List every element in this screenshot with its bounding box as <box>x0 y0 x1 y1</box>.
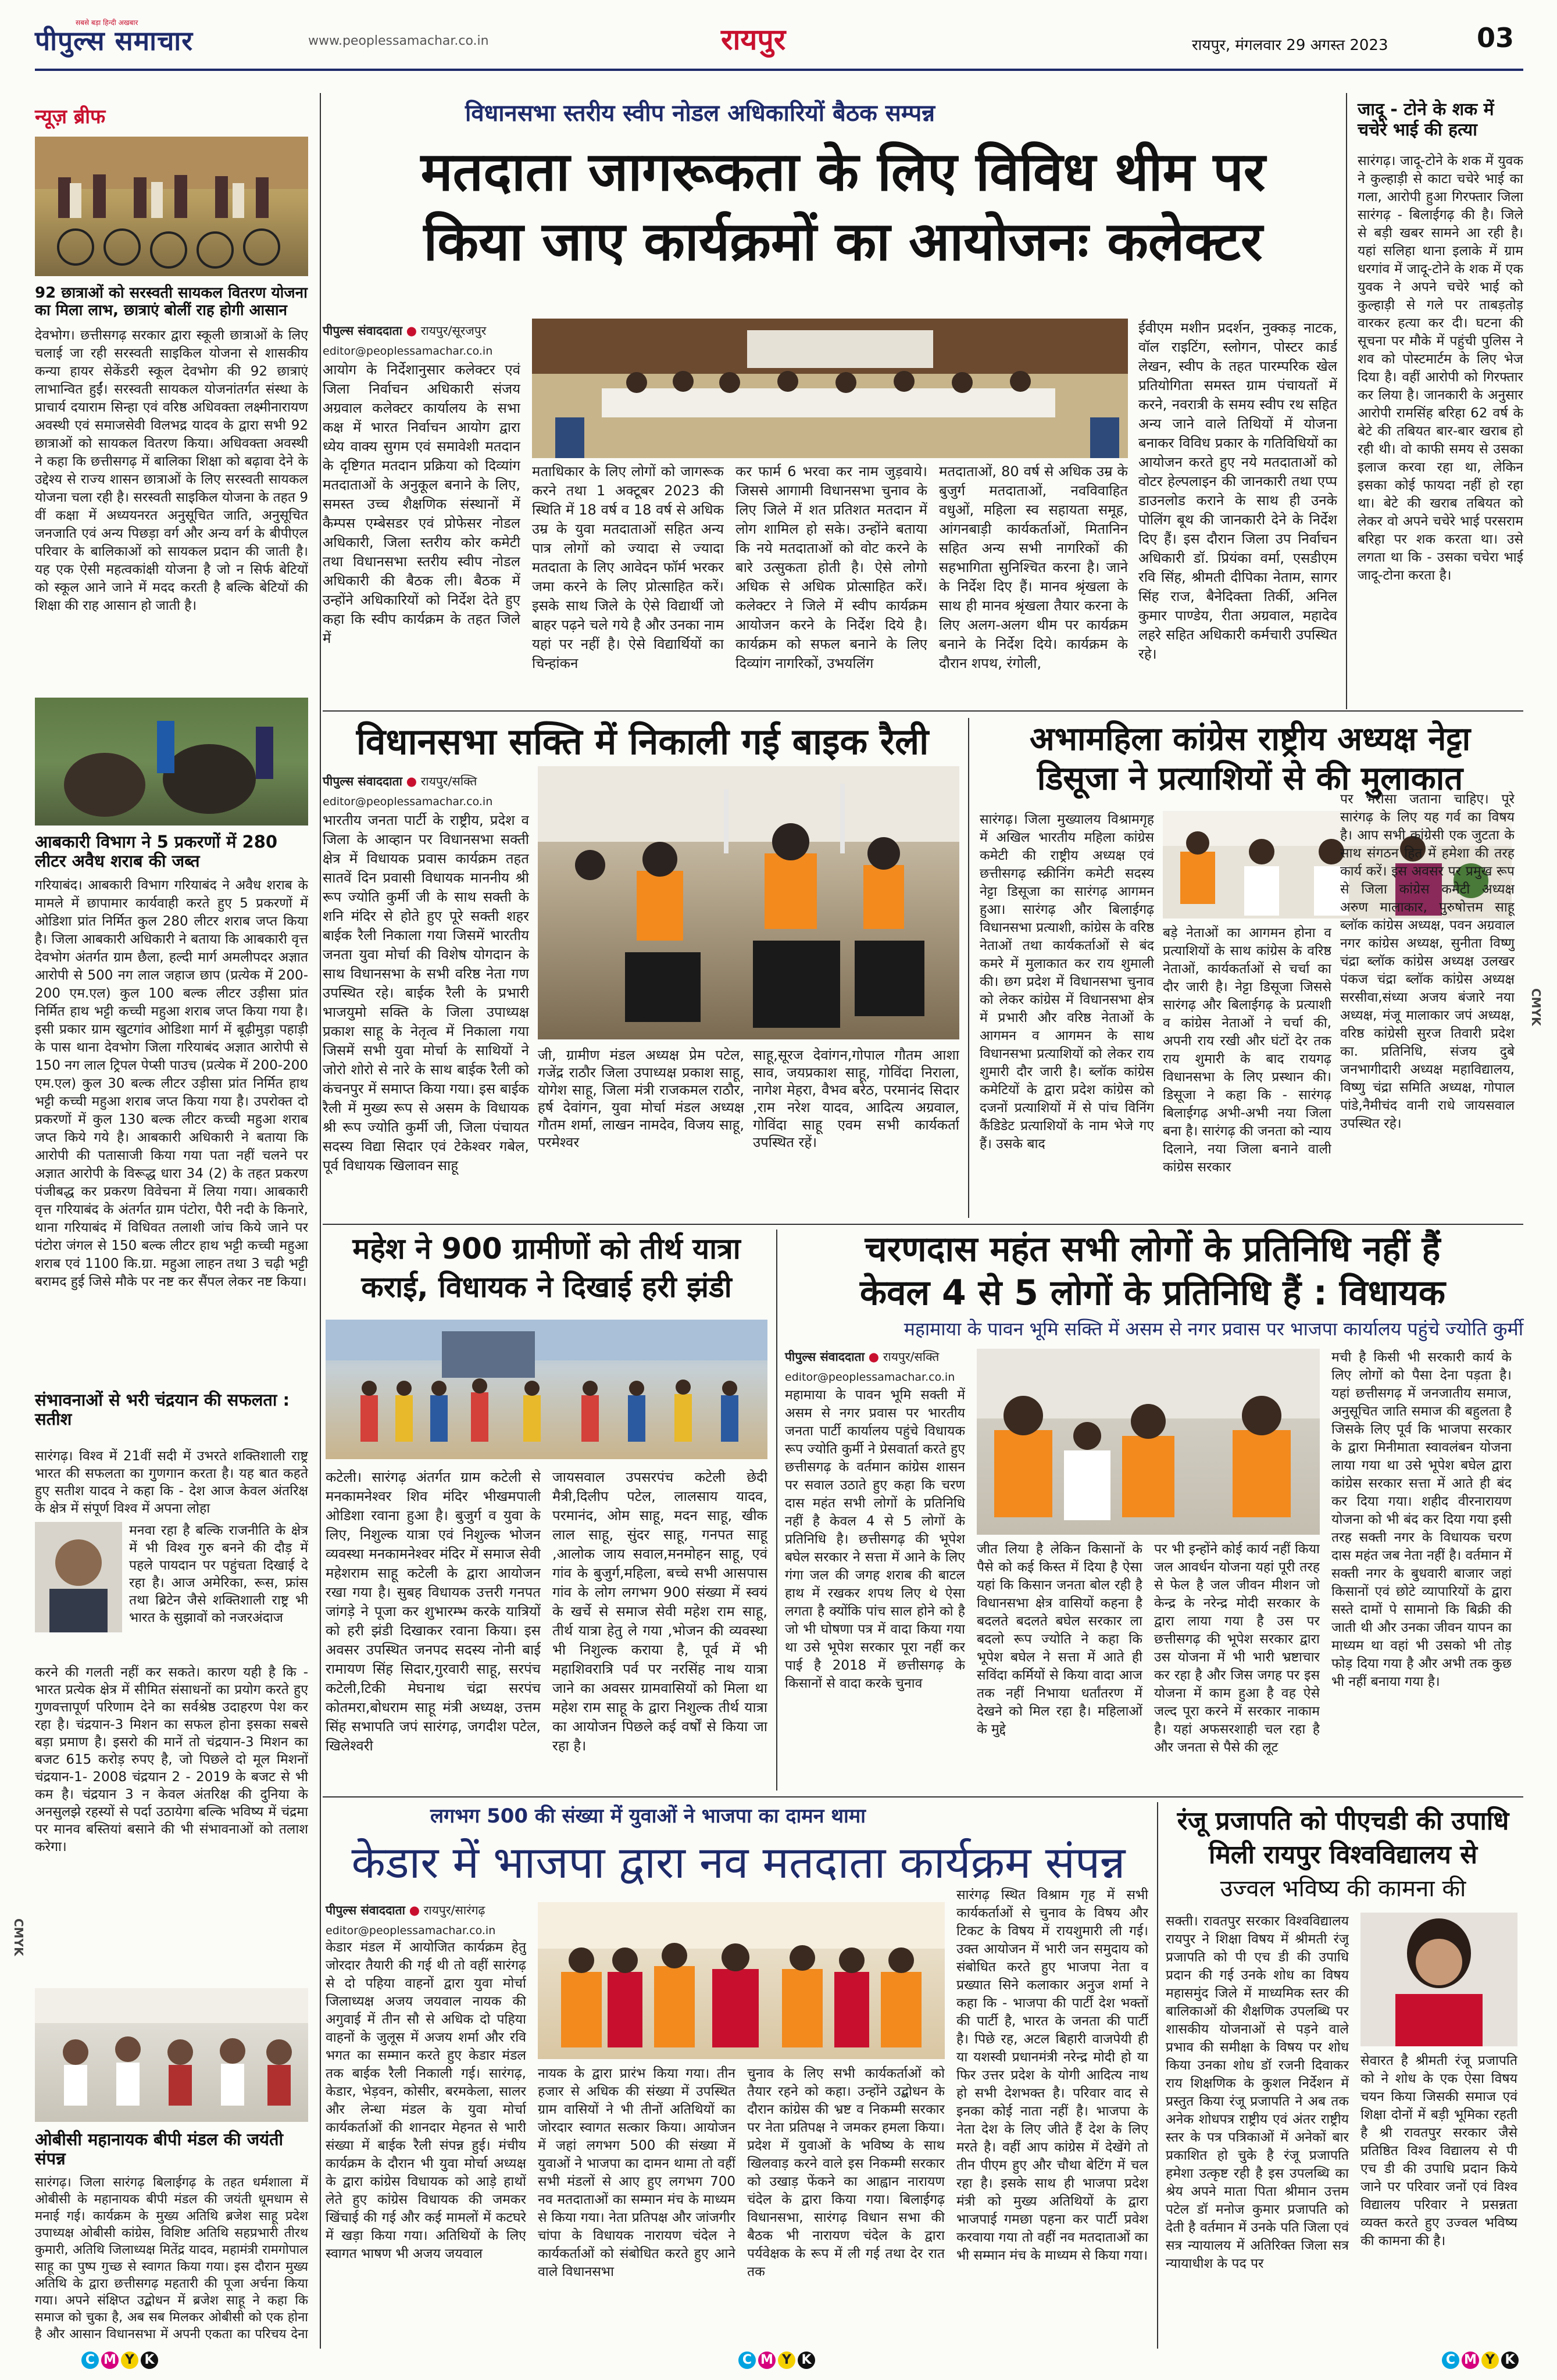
press-conference-photo <box>977 1349 1320 1535</box>
black-mark: K <box>798 2352 815 2369</box>
lead-column-4: मतदाताओं, 80 वर्ष से अधिक उम्र के बुजुर्ग मतदाताओं, नवविवाहित वधुओं, महिला स्व सहायता समूह, आंगनबाड़ी कार्यकर्ताओं, मितानिन सहित अन्य सभी नागरिकों की सहभागिता सुनिश्चित करना है। जाने के निर्देश दिए हैं। मानव श्रृंखला के साथ ही मानव श्रृंखला तैयार करना के लिए अलग-अलग थीम पर कार्यक्रम बनाने के निर्देश दिये। कार्यक्रम के दौरान शपथ, रंगोली, <box>939 463 1128 671</box>
ranju-column-1: सक्ती। रावतपुर सरकार विश्वविद्यालय रायपुर ने शिक्षा विषय में श्रीमती रंजू प्रजापति को पी एच डी की उपाधि प्रदान की गई उनके शोध का विषय महासमुंद जिले में माध्यमिक स्तर की बालिकाओं की शैक्षणिक उपलब्धि पर शासकीय योजनाओं से पड़ने वाले प्रभाव की समीक्षा के विषय पर शोध किया उनका शोध डॉ रजनी दिवाकर राय शिक्षणिक के कुशल निर्देशन में प्रस्तुत किया रंजू प्रजापति ने अब तक अनेक शोधपत्र राष्ट्रीय एवं अंतर राष्ट्रीय स्तर के पत्र पत्रिकाओं में अनेकों बार प्रकाशित हो चुके है रंजू प्रजापति हमेशा उत्कृष्ट रही है इस उपलब्धि का श्रेय अपने माता पिता श्रीमान उत्तम पटेल डॉ मनोज कुमार प्रजापति को देती है वर्तमान में उनके पति जिला एवं सत्र न्यायालय में अतिरिक्त जिला सत्र न्यायाधीश के पद पर <box>1166 1914 1349 2271</box>
kedar-kicker: लगभग 500 की संख्या में युवाओं ने भाजपा का दामन थामा <box>430 1804 866 1828</box>
ranju-portrait <box>1360 1913 1517 2046</box>
bike-byline-org: पीपुल्स संवाददाता <box>323 774 402 788</box>
charandas-column-4: मची है किसी भी सरकारी कार्य के लिए लोगों को पैसा देना पड़ता है। यहां छत्तीसगढ़ में जनजातीय समाज, अनुसूचित जाति समाज की बहुलता है जिसके लिए पूर्व कि भाजपा सरकार के द्वारा मिनीमाता स्वावलंबन योजना लाया गया था उसे भूपेश बघेल द्वारा कांग्रेस सरकार सत्ता में आते ही बंद कर दिया गया। शहीद वीरनारायण योजना को भी बंद कर दिया गया इसी तरह सक्ती नगर के विधायक चरण दास महंत जब नेता नहीं है। वर्तमान में सक्ती नगर के बुधवारी बाजार जहां किसानों एवं छोटे व्यापारियों के द्वारा सस्ते दामों पे सामानो कि बिक्री की जाती थी और उनका जीवन यापन का माध्यम था वहां भी उसको भी तोड़ फोड़ दिया गया है और अभी तक कुछ भी नहीं बनाया गया है। <box>1331 1350 1512 1689</box>
lead-byline-org: पीपुल्स संवाददाता <box>323 324 402 338</box>
bicycle-scheme-headline[interactable]: 92 छात्राओं को सरस्वती सायकल वितरण योजना का मिला लाभ, छात्राएं बोलीं राह होगी आसान <box>35 284 308 319</box>
netta-column-3: पर भरोसा जताना चाहिए। पूरे सारंगढ़ के लिए यह गर्व का विषय है। आप सभी कांग्रेसी एक जुटता के साथ संगठन हित में हमेशा की तरह कार्य करें। इस अवसर पर प्रमुख रूप से जिला कांग्रेस कमेटी अध्यक्ष अरुण मालाकार, पुरुषोत्तम साहू ब्लॉक कांग्रेस अध्यक्ष, पवन अग्रवाल नगर कांग्रेस अध्यक्ष, सुनीता विष्णु चंद्रा ब्लॉक कांग्रेस अध्यक्ष उलखर पंकज चंद्रा ब्लॉक कांग्रेस अध्यक्ष सरसीवा,संध्या अजय बंजारे नया अध्यक्ष, मंजू मालाकार जपं अध्यक्ष, वरिष्ठ कांग्रेसी सुरज तिवारी प्रदेश का. प्रतिनिधि, संजय दुबे जनभागीदारी अध्यक्ष महाविद्यालय, विष्णु चंद्रा समिति अध्यक्ष, गोपाल पांडे,नैमीचंद वानी राधे जायसवाल उपस्थित रहे। <box>1340 792 1515 1131</box>
bike-rally-caption-b: साहू,सूरज देवांगन,गोपाल गौतम आशा साव, जयप्रकाश साहू, गोविंदा निराला, नागेश मेहरा, वैभव बरेठ, परमानंद सिदार ,राम नरेश यादव, आदित्य अग्रवाल, गोविंदा साहू एवम सभी कार्यकर्ता उपस्थित रहें। <box>753 1047 959 1150</box>
cyan-mark: C <box>81 2352 99 2369</box>
meeting-photo-art <box>35 1988 308 2122</box>
lead-photo-art <box>532 319 1128 458</box>
pilgrimage-photo <box>326 1320 767 1459</box>
masthead-tagline: सबसे बड़ा हिन्दी अखबार <box>76 19 138 27</box>
kedar-column-2: नायक के द्वारा प्रारंभ किया गया। तीन हजार से अधिक की संख्या में उपस्थित ग्राम वासियों ने भी तीनों अतिथियों का जोरदार स्वागत सत्कार किया। आयोजन में जहां लगभग 500 की संख्या में युवाओं ने भाजपा का दामन थामा तो वहीं सभी मंडलों से आए हुए लगभग 700 नव मतदाताओं का सम्मान मंच के माध्यम से किया गया। नेता प्रतिपक्ष और जांजगीर चांपा के विधायक नारायण चंदेल ने कार्यकर्ताओं को संबोधित करते हुए आने वाले विधानसभा <box>538 2066 735 2279</box>
black-mark: K <box>141 2352 158 2369</box>
pilgrimage-photo-art <box>326 1320 767 1459</box>
kedar-column-3: चुनाव के लिए सभी कार्यकर्ताओं को तैयार रहने को कहा। उन्होंने उद्बोधन के दौरान कांग्रेस की भ्रष्ट व निकम्मी सरकार पर नेता प्रतिपक्ष ने जमकर हमला किया। प्रदेश में युवाओं के भविष्य के साथ खिलवाड़ करने वाले इस निकम्मी सरकार को उखाड़ फेंकने का आह्वान नारायण चंदेल के द्वारा किया गया। बिलाईगढ़ विधानसभा, सारंगढ़ विधान सभा की बैठक भी नारायण चंदेल के द्वारा पर्यवेक्षक के रूप में ली गई तथा देर रात तक <box>747 2066 945 2279</box>
charan-email[interactable]: editor@peoplessamachar.co.in <box>785 1371 955 1384</box>
lead-column-5: ईवीएम मशीन प्रदर्शन, नुक्कड़ नाटक, वॉल राइटिंग, स्लोगन, पोस्टर कार्ड लेखन, स्वीप के तहत पारम्परिक खेल प्रतियोगिता समस्त ग्राम पंचायतों में करने, नवरात्री के समय स्वीप रथ सहित अन्य जाने वाले तिथियों में योजना बनाकर विविध प्रकार के गतिविधियों का आयोजन करते हुए नये मतदाताओं को वोटर हेल्पलाइन की जानकारी तथा एप्प डाउनलोड कराने के साथ ही उनके पोलिंग बूथ की जानकारी देने के निर्देश दिए हैं। इस दौरान जिला उप निर्वाचन अधिकारी डॉ. प्रियंका वर्मा, एसडीएम रवि सिंह, श्रीमती दीपिका नेताम, सागर सिंह राज, बैनेदिक्ता तिर्की, अनिल कुमार पाण्डेय, रीता अग्रवाल, महादेव लहरे सहित अधिकारी कर्मचारी उपस्थित रहे। <box>1138 320 1337 662</box>
obc-meeting-photo <box>35 1988 308 2122</box>
netta-column-1: सारंगढ़। जिला मुख्यालय विश्रामगृह में अखिल भारतीय महिला कांग्रेस कमेटी की राष्ट्रीय अध्यक्ष एवं छत्तीसगढ़ स्क्रीनिंग कमेटी सदस्य नेट्टा डिसूजा का सारंगढ़ आगमन हुआ। सारंगढ़ और बिलाईगढ़ विधानसभा प्रत्याशी, कांग्रेस के वरिष्ठ नेताओं तथा कार्यकर्ताओं से बंद कमरे में मुलाकात कर राय शुमाली की। छग प्रदेश में विधानसभा चुनाव को लेकर कांग्रेस में विधानसभा क्षेत्र में प्रभारी और वरिष्ठ नेताओं के आगमन व आगमन के साथ विधानसभा प्रत्याशियों को लेकर राय शुमारी दौर जारी है। ब्लॉक कांग्रेस कमेटियों के द्वारा प्रदेश कांग्रेस को दजनों प्रत्याशियों में से पांच विनिंग कैंडिडेट प्रत्याशियों के नाम भेजे गए हैं। उसके बाद <box>980 812 1154 1152</box>
kedar-byline-org: पीपुल्स संवाददाता <box>326 1903 405 1917</box>
cmyk-side-mark-left: CMYK <box>12 1918 26 1956</box>
masthead-logo[interactable]: पीपुल्स समाचार <box>35 25 194 56</box>
lead-headline-line2[interactable]: किया जाए कार्यक्रमों का आयोजनः कलेक्टर <box>423 210 1263 273</box>
section-rule-3 <box>323 1796 1523 1797</box>
black-mark: K <box>1501 2352 1519 2369</box>
obc-jayanti-headline[interactable]: ओबीसी महानायक बीपी मंडल की जयंती संपन्न <box>35 2129 284 2169</box>
right-column-divider <box>1346 93 1347 709</box>
chandrayaan-headline[interactable]: संभावनाओं से भरी चंद्रयान की सफलता : सतीश <box>35 1390 290 1430</box>
bike-rally-headline[interactable]: विधानसभा सक्ति में निकाली गई बाइक रैली <box>356 720 929 763</box>
kedar-headline[interactable]: केडार में भाजपा द्वारा नव मतदाता कार्यक्रम संपन्न <box>351 1836 1126 1888</box>
bike-photo-art <box>538 766 959 1039</box>
lead-meeting-photo <box>532 319 1128 458</box>
kedar-email[interactable]: editor@peoplessamachar.co.in <box>326 1924 496 1937</box>
charandas-column-1: महामाया के पावन भूमि सक्ती में असम से नगर प्रवास पर भारतीय जनता पार्टी कार्यालय पहुंचे विधायक रूप ज्योति कुर्मी ने प्रेसवार्ता करते हुए छत्तीसगढ़ के वर्तमान कांग्रेस शासन पर सवाल उठाते हुए कहा कि चरण दास महंत सभी लोगों के प्रतिनिधि नहीं है केवल 4 से 5 लोगों के प्रतिनिधि है। छत्तीसगढ़ की भूपेश बघेल सरकार ने सत्ता में आने के लिए गंगा जल की जगह शराब की बाटल हाथ में रखकर शपथ लिए थे ऐसा लगता है क्योंकि पांच साल होने को है जो भी घोषणा पत्र में वादा किया गया था उसे भूपेश सरकार पूरा नहीं कर पाई है 2018 में छत्तीसगढ़ के किसानों से वादा करके चुनाव <box>785 1388 965 1691</box>
lead-byline: पीपुल्स संवाददाता ● रायपुर/सूरजपुर editor@peoplessamachar.co.in <box>323 323 532 358</box>
portrait-art <box>35 1522 122 1632</box>
ranju-portrait-art <box>1360 1913 1517 2046</box>
black-magic-headline[interactable]: जादू - टोने के शक में चचेरे भाई की हत्या <box>1358 99 1494 140</box>
charandas-subheadline: महामाया के पावन भूमि सक्ति में असम से नगर प्रवास पर भाजपा कार्यालय पहुंचे ज्योति कुर्मी <box>904 1318 1523 1340</box>
masthead <box>35 17 1523 70</box>
ranju-headline-line3: उज्वल भविष्य की कामना की <box>1220 1875 1466 1902</box>
lead-column-2: मताधिकार के लिए लोगों को जागरूक करने तथा 1 अक्टूबर 2023 की स्थिति में 18 वर्ष व 18 वर्ष से अधिक उम्र के युवा मतदाताओं सहित अन्य पात्र लोगों को ज्यादा से ज्यादा मतदाता के लिए आवेदन फॉर्म भरकर जमा करने के लिए प्रोत्साहित करें। इसके साथ जिले के ऐसे विद्यार्थी जो बाहर पढ़ने चले गये है और उनका नाम यहां पर नहीं है। ऐसे विद्यार्थियों का चिन्हांकन <box>532 463 724 671</box>
charandas-column-3: पर भी इन्होंने कोई कार्य नहीं किया जल आवर्धन योजना यहां पूरी तरह से फेल है जल जीवन मीशन जो केन्द्र के नरेन्द्र मोदी सरकार के द्वारा लाया गया है उस पर छत्तीसगढ़ की भूपेश सरकार द्वारा उस योजना में भी भारी भ्रष्टाचार कर रहा है और जिस जगह पर इस योजना में काम हुआ है वह ऐसे जल्द पूरा करने में सरकार नाकाम है। यहां अफसरशाही चल रहा है और जनता से पैसे की लूट <box>1154 1542 1320 1755</box>
netta-headline-line1[interactable]: अभामहिला कांग्रेस राष्ट्रीय अध्यक्ष नेट्टा <box>1029 720 1471 758</box>
page-number: 03 <box>1477 22 1515 53</box>
obc-jayanti-body: सारंगढ़। जिला सारंगढ़ बिलाईगढ़ के तहत धर्मशाला में ओबीसी के महानायक बीपी मंडल की जयंती धूमधाम से मनाई गई। कार्यक्रम के मुख्य अतिथि ब्रजेश साहू प्रदेश उपाध्यक्ष ओबीसी कांग्रेस, विशिष्ट अतिथि सहप्रभारी तीरथ कुमारी, अतिथि जिलाध्यक्ष मितेंद्र यादव, महामंत्री रामगोपाल साहू का पुष्प गुच्छ से स्वागत किया गया। इस दौरान मुख्य अतिथि के द्वारा छत्तीसगढ़ महतारी की पूजा अर्चना किया गया। अपने संक्षिप्त उद्बोधन में ब्रजेश साहू ने कहा कि समाज को चुका है, अब सब मिलकर ओबीसी को एक होना है और आसान विधानसभा में अपनी एकता का परिचय देना <box>35 2175 308 2342</box>
chandrayaan-body-side: मनवा रहा है बल्कि राजनीति के क्षेत्र में भी विश्व गुरु बनने की दौड़ में पहले पायदान पर पहुंचता दिखाई दे रहा है। आज अमेरिका, रूस, फ्रांस तथा ब्रिटेन जैसे शक्तिशाली राष्ट्र भी भारत के सुझावों को नजरअंदाज <box>129 1523 308 1625</box>
registration-mark-left <box>81 2352 158 2369</box>
lead-byline-place: रायपुर/सूरजपुर <box>420 324 487 338</box>
masthead-url[interactable]: www.peoplessamachar.co.in <box>308 34 489 48</box>
pilgrimage-headline-line2[interactable]: कराई, विधायक ने दिखाई हरी झंडी <box>361 1270 732 1304</box>
kedar-photo-art <box>538 1902 945 2059</box>
liquor-raid-photo <box>35 698 308 826</box>
bicycle-scheme-body: देवभोग। छत्तीसगढ़ सरकार द्वारा स्कूली छात्राओं के लिए चलाई जा रही सरस्वती साइकिल योजना से शासकीय कन्या हायर सेकेंडरी स्कूल देवभोग की 92 छात्राएं लाभान्वित हुईं। सरस्वती सायकल योजनांतर्गत संस्था के प्राचार्य दयाराम सिन्हा एवं वरिष्ठ अधिवक्ता लक्ष्मीनारायण अवस्थी एवं समाजसेवी विलभद्र यादव के द्वारा सभी 92 छात्राओं को सायकल वितरण किया। अधिवक्ता अवस्थी ने कहा कि छत्तीसगढ़ में बालिका शिक्षा को बढ़ावा देने के उद्देश्य से राज्य शासन छात्राओं के लिए सरस्वती सायकल योजना चला रही है। सरस्वती साइकिल योजना के तहत 9 वीं कक्षा में अध्ययनरत अनुसूचित जाति, अनुसूचित जनजाति एवं अन्य पिछड़ा वर्ग और अन्य वर्ग के बीपीएल परिवार के बालिकाओं को सायकल प्रदान की जाती है। यह एक ऐसी महत्वकांक्षी योजना है जो न सिर्फ बेटियों को स्कूल आने जाने में मदद करती है बल्कि बेटियों की शिक्षा की राह आसान हो जाती है। <box>35 328 308 613</box>
lead-headline-line1[interactable]: मतदाता जागरूकता के लिए विविध थीम पर <box>420 141 1266 203</box>
charan-byline-org: पीपुल्स संवाददाता <box>785 1350 865 1364</box>
press-photo-art <box>977 1349 1320 1535</box>
ranju-headline-line1[interactable]: रंजू प्रजापति को पीएचडी की उपाधि <box>1177 1806 1509 1836</box>
yellow-mark: Y <box>778 2352 795 2369</box>
lead-kicker: विधानसभा स्तरीय स्वीप नोडल अधिकारियों बैठक सम्पन्न <box>465 100 935 127</box>
bike-rally-photo <box>538 766 959 1039</box>
cyan-mark: C <box>738 2352 756 2369</box>
section-rule-1 <box>323 710 1523 712</box>
masthead-date: रायपुर, मंगलवार 29 अगस्त 2023 <box>1192 37 1388 54</box>
bicycle-distribution-photo <box>35 137 308 276</box>
bike-rally-body: भारतीय जनता पार्टी के राष्ट्रीय, प्रदेश व जिला के आव्हान पर विधानसभा सक्ती क्षेत्र में विधायक प्रवास कार्यक्रम तहत सातवें दिन प्रवासी विधायक माननीय श्री रूप ज्योति कुर्मी जी के साथ सक्ती के शनि मंदिर से होते हुए पूरे सक्ती शहर बाईक रैली निकाला गया जिसमें भारतीय जनता युवा मोर्चा की विशेष योगदान के साथ विधानसभा के सभी वरिष्ठ नेता गण उपस्थित रहे। बाईक रैली के प्रभारी भाजयुमो सक्ति के जिला उपाध्यक्ष प्रकाश साहू के नेतृत्व में निकाला गया जिसमें सभी युवा मोर्चा के साथियों ने जोरो शोरो से नारे के साथ बाईक रैली को कंचनपुर में समाप्त किया गया। इस बाईक रैली में मुख्य रूप से असम के विधायक श्री रूप ज्योति कुर्मी जी, जिला पंचायत सदस्य विद्या सिदार एवं टेकेश्वर गबेल, पूर्व विधायक खिलावन साहू <box>323 812 529 1174</box>
kedar-byline: पीपुल्स संवाददाता ● रायपुर/सारंगढ़ editor@peoplessamachar.co.in <box>326 1902 541 1937</box>
netta-headline-line2[interactable]: डिसूजा ने प्रत्याशियों से की मुलाकात <box>1037 760 1463 798</box>
magenta-mark: M <box>1462 2352 1479 2369</box>
satish-portrait <box>35 1522 122 1632</box>
bike-rally-caption-a: जी, ग्रामीण मंडल अध्यक्ष प्रेम पटेल, गजेंद्र राठौर जिला उपाध्यक्ष प्रकाश साहू, योगेश साहू, जिला मंत्री राजकमल राठौर, हर्ष देवांगन, युवा मोर्चा मंडल अध्यक्ष गौतम शर्मा, लाखन नामदेव, विजय साहू, परमेश्वर <box>538 1047 744 1150</box>
liquor-seizure-body: गरियाबंद। आबकारी विभाग गरियाबंद ने अवैध शराब के मामले में छापामार कार्यवाही करते हुए 5 प्रकरणों में ओडिशा प्रांत निर्मित कुल 280 लीटर शराब जप्त किया है। जिला आबकारी अधिकारी ने बताया कि आबकारी वृत्त देवभोग अंतर्गत ग्राम छैला, हल्दी मार्ग अमलीपदर अज्ञात आरोपी से 500 नग लाल जहाज छाप (प्रत्येक में 200-200 एम.एल) कुल 100 बल्क लीटर उड़ीसा प्रांत निर्मित हाथ भट्टी कच्ची महुआ शराब जप्त किया गया है। इसी प्रकार ग्राम खुटगांव ओडिशा मार्ग में बूढ़ीमुड़ा पहाड़ी के पास थाना देवभोग जिला गरियाबंद अज्ञात आरोपी से 150 नग लाल ट्रिपल पेप्सी पाउच (प्रत्येक में 200-200 एम.एल) कुल 30 बल्क लीटर उड़ीसा प्रांत निर्मित हाथ भट्टी कच्ची महुआ शराब जप्त किया गया है। उपरोक्त दो प्रकरणों में कुल 130 बल्क लीटर कच्ची महुआ शराब जप्त किये गये है। आबकारी अधिकारी ने बताया कि आरोपी की पतासाजी किया गया पता नहीं चलने पर अज्ञात आरोपी के विरूद्ध धारा 34 (2) के तहत प्रकरण पंजीबद्ध कर प्रकरण विवेचना में लिया गया। आबकारी वृत्त गरियाबंद के अंतर्गत ग्राम पंटोरा, पैरी नदी के किनारे, थाना गरियाबंद में विधिवत तलाशी जांच किये जाने पर पंटोरा जंगल से 150 बल्क लीटर हाथ भट्टी कच्ची महुआ शराब एवं 1100 कि.ग्रा. महुआ लाहन तथा 3 चढ़ी भट्टी बरामद हुई जिसे मौके पर नष्ट कर सैंपल लेकर नष्ट किया। <box>35 878 308 1289</box>
charandas-byline: पीपुल्स संवाददाता ● रायपुर/सक्ति editor@peoplessamachar.co.in <box>785 1349 977 1384</box>
masthead-rule <box>35 69 1523 71</box>
pilgrimage-column-2: जायसवाल उपसरपंच कटेली छेदी मैत्री,दिलीप पटेल, लालसाय यादव, परमानंद, ओम साहू, मदन साहू, खीक लाल साहू, सुंदर साहू, गनपत साहू ,आलोक जाय सवाल,मनमोहन साहू, एवं गांव के बुजुर्ग,महिला, बच्चे सभी आसपास गांव के लोग लगभग 900 संख्या में स्वयं के खर्चे से समाज सेवी महेश राम साहू, तीर्थ यात्रा हेतु ले गया ,भोजन की व्यवस्था भी निशुल्क कराया है, पूर्व में भी महाशिवरात्रि पर्व पर नरसिंह नाथ यात्रा जाने का अवसर ग्रामवासियों को मिला था महेश राम साहू के द्वारा निशुल्क तीर्थ यात्रा का आयोजन पिछले कई वर्षों से किया जा रहा है। <box>552 1469 767 1754</box>
section-rule-2 <box>323 1224 1523 1225</box>
liquor-seizure-headline[interactable]: आबकारी विभाग ने 5 प्रकरणों में 280 लीटर अवैध शराब की जब्त <box>35 832 278 871</box>
kedar-event-photo <box>538 1902 945 2059</box>
magenta-mark: M <box>101 2352 119 2369</box>
kedar-column-1: केडार मंडल में आयोजित कार्यक्रम हेतु जोरदार तैयारी की गई थी तो वहीं सारंगढ़ से दो पहिया वाहनों द्वारा युवा मोर्चा जिलाध्यक्ष अजय जयवाल नायक की अगुवाई में तीन सौ से अधिक दो पहिया वाहनों के जुलूस में अजय शर्मा और रवि भगत का सम्मान करते हुए केडार मंडल तक बाईक रैली निकाली गई। सारंगढ़, केडार, भेड़वन, कोसीर, बरमकेला, सालर और लेन्धा मंडल के युवा मोर्चा कार्यकर्ताओं की शानदार मेहनत से भारी संख्या में बाईक रैली संपन्न हुई। मंचीय कार्यक्रम के दौरान भी युवा मोर्चा अध्यक्ष के द्वारा कांग्रेस विधायक को आड़े हाथों लेते हुए कांग्रेस विधायक की जमकर खिंचाई की गई और कई मामलों में कटघरे में खड़ा किया गया। अतिथियों के लिए स्वागत भाषण भी अजय जयवाल <box>326 1940 526 2261</box>
charandas-column-2: जीत लिया है लेकिन किसानों के पैसे को कई किस्त में दिया है ऐसा यहां कि किसान जनता बोल रही है विधानसभा क्षेत्र वासियों कहना है बदलते बदलते बघेल सरकार ला बदलो रूप ज्योति ने कहा कि भूपेश बघेल ने सत्ता में आते ही सविंदा कर्मियों से किया वादा आज तक नहीं निभाया धर्तांतरण में देखने को मिल रहा है। महिलाओं के मुद्दे <box>977 1542 1142 1737</box>
netta-column-2: बड़े नेताओं का आगमन होना व प्रत्याशियों के साथ कांग्रेस के वरिष्ठ नेताओं, कार्यकर्ताओं से चर्चा का दौर जारी है। नेट्टा डिसूजा जिससे सारंगढ़ और बिलाईगढ़ के प्रत्याशी व कांग्रेस नेताओं ने चर्चा की, अपनी राय रखी और घंटों देर तक राय शुमारी के बाद रायगढ़ विधानसभा के लिए प्रस्थान की। डिसूजा ने कहा कि - सारंगढ़ बिलाईगढ़ अभी-अभी नया जिला बना है। सारंगढ़ की जनता को न्याय दिलाने, नया जिला बनाने वाली कांग्रेस सरकार <box>1163 925 1331 1175</box>
ranju-headline-line2[interactable]: मिली रायपुर विश्वविद्यालय से <box>1209 1840 1477 1870</box>
kedar-ranju-divider <box>1157 1802 1158 2349</box>
chandrayaan-body-top: सारंगढ़। विश्व में 21वीं सदी में उभरते शक्तिशाली राष्ट्र भारत की सफलता का गुणगान करता है। यह बात कहते हुए सतीश यादव ने कहा कि - देश आज केवल अंतरिक्ष के क्षेत्र में संपूर्ण विश्व में अपना लोहा <box>35 1449 308 1516</box>
bike-email[interactable]: editor@peoplessamachar.co.in <box>323 795 493 808</box>
masthead-city: रायपुर <box>721 23 786 56</box>
black-magic-body: सारंगढ़। जादू-टोने के शक में युवक ने कुल्हाड़ी से काटा चचेरे भाई का गला, आरोपी हुआ गिरफ्तार जिला सारंगढ़ - बिलाईगढ़ की है। जिले से बड़ी खबर सामने आ रही है। यहां सलिहा थाना इलाके में ग्राम धरगांव में जादू-टोने के शक में एक युवक ने अपने चचेरे भाई को कुल्हाड़ी से गले पर ताबड़तोड़ वारकर हत्या कर दी। घटना की सूचना पर मौके में पहुंची पुलिस ने शव को पोस्टमार्टम के लिए भेज दिया है। वहीं आरोपी को गिरफ्तार कर लिया है। जानकारी के अनुसार आरोपी रामसिंह बरिहा 62 वर्ष के बेटे की तबियत बार-बार खराब हो रही थी। वो काफी समय से उसका इलाज करवा रहा था, लेकिन इसका कोई फायदा नहीं हो रहा था। बेटे की खराब तबियत को लेकर वो अपने चचेरे भाई परसराम बरिहा पर शक करता था। उसे लगता था कि - उसका चचेरा भाई जादू-टोना करता है। <box>1358 153 1523 583</box>
bike-byline-place: रायपुर/सक्ति <box>420 774 477 788</box>
charandas-headline-line1[interactable]: चरणदास महंत सभी लोगों के प्रतिनिधि नहीं हैं <box>865 1229 1441 1270</box>
news-brief-label: न्यूज़ ब्रीफ <box>35 105 106 128</box>
cmyk-side-mark-right: CMYK <box>1529 988 1543 1026</box>
charandas-headline-line2[interactable]: केवल 4 से 5 लोगों के प्रतिनिधि हैं : विधायक <box>859 1273 1446 1313</box>
bike-rally-byline: पीपुल्स संवाददाता ● रायपुर/सक्ति editor@peoplessamachar.co.in <box>323 773 532 808</box>
yellow-mark: Y <box>121 2352 138 2369</box>
registration-mark-right <box>1442 2352 1519 2369</box>
chandrayaan-body-bottom: करने की गलती नहीं कर सकते। कारण यही है कि - भारत प्रत्येक क्षेत्र में सीमित संसाधनों का प्रयोग करते हुए गुणवत्तापूर्ण परिणाम देने का सर्वश्रेष्ठ उदाहरण पेश कर रहा है। चंद्रयान-3 मिशन का सफल होना इसका सबसे बड़ा प्रमाण है। इसरो की मानें तो चंद्रयान-3 मिशन का बजट 615 करोड़ रुपए है, जो पिछले दो मूल मिशनों चंद्रयान-1- 2008 चंद्रयान 2 - 2019 के बजट से भी कम है। चंद्रयान 3 न केवल अंतरिक्ष की दुनिया के अनसुलझे रहस्यों से पर्दा उठायेगा बल्कि भविष्य में चंद्रमा पर मानव बस्तियां बसाने की भी संभावनाओं को तलाश करेगा। <box>35 1665 308 1854</box>
bicycle-photo-art <box>35 137 308 276</box>
kedar-byline-place: रायपुर/सारंगढ़ <box>423 1903 485 1917</box>
yellow-mark: Y <box>1481 2352 1499 2369</box>
pilgrimage-headline-line1[interactable]: महेश ने 900 ग्रामीणों को तीर्थ यात्रा <box>352 1232 741 1266</box>
charan-byline-place: रायपुर/सक्ति <box>883 1350 940 1364</box>
lead-column-1: आयोग के निर्देशानुसार कलेक्टर एवं जिला निर्वाचन अधिकारी संजय अग्रवाल कलेक्टर कार्यालय के सभा कक्ष में भारत निर्वाचन आयोग द्वारा ध्येय वाक्य सुगम एवं समावेशी मतदान के दृष्टिगत मतदान प्रक्रिया को दिव्यांग मतदाताओं के अनुकूल बनाने के लिए, समस्त उच्च शैक्षणिक संस्थानों में कैम्पस एम्बेसडर एवं प्रोफेसर नोडल अधिकारी, जिला स्तरीय कोर कमेटी तथा विधानसभा स्तरीय स्वीप नोडल अधिकारी की बैठक ली। बैठक में उन्होंने अधिकारियों को निर्देश देते हुए कहा कि स्वीप कार्यक्रम के तहत जिले में <box>323 362 520 646</box>
magenta-mark: M <box>758 2352 776 2369</box>
ranju-column-2: सेवारत है श्रीमती रंजू प्रजापति को ने शोध के एक ऐसा विषय चयन किया जिसकी समाज एवं शिक्षा दोनों में बड़ी भूमिका रहती है श्री रावतपुर सरकार जैसे प्रतिष्ठित विश्व विद्यालय से पी एच डी की उपाधि प्रदान किये जाने पर परिवार जनों एवं विश्व विद्यालय परिवार ने प्रसन्नता व्यक्त करते हुए उज्वल भविष्य की कामना की है। <box>1360 2053 1517 2249</box>
lead-column-3: कर फार्म 6 भरवा कर नाम जुड़वाये। जिससे आगामी विधानसभा चुनाव के लिए जिले में शत प्रतिशत मतदान में लोग शामिल हो सके। उन्होंने बताया कि नये मतदाताओं को वोट करने के बारे उत्सुकता होती है। ऐसे लोगो अधिक से अधिक प्रोत्साहित करें। कलेक्टर ने जिले में स्वीप कार्यक्रम आयोजन करने के निर्देश दिये है। कार्यक्रम को सफल बनाने के लिए दिव्यांग नागरिकों, उभयलिंग <box>735 463 927 671</box>
registration-mark-center <box>738 2352 815 2369</box>
lead-email[interactable]: editor@peoplessamachar.co.in <box>323 345 493 358</box>
pilgrimage-charan-divider <box>776 1230 777 1791</box>
cyan-mark: C <box>1442 2352 1459 2369</box>
kedar-column-4: सारंगढ़ स्थित विश्राम गृह में सभी कार्यकर्ताओं से चुनाव के विषय और टिकट के विषय में रायशुमारी ली गई। उक्त आयोजन में भारी जन समुदाय को संबोधित करते हुए भाजपा नेता व प्रख्यात सिने कलाकार अनुज शर्मा ने कहा कि - भाजपा की पार्टी देश भक्तों की पार्टी है, भारत के जनता की पार्टी है। पिछे रह, अटल बिहारी वाजपेयी ही या यशस्वी प्रधानमंत्री नरेन्द्र मोदी हो या फिर उत्तर प्रदेश के योगी आदित्य नाथ हो सभी देशभक्त है। परिवार वाद से इनका कोई नाता नहीं है। भाजपा के नेता देश के लिए जीते हैं देश के लिए मरते है। वहीं आप कांग्रेस में देखेंगे तो तीन पीएम हुए और चौथा बेटिंग में चल रहा है। इसके साथ ही भाजपा प्रदेश मंत्री को मुख्य अतिथियों के द्वारा भाजपाई गमछा पहना कर पार्टी प्रवेश करवाया गया तो वहीं नव मतदाताओं का भी सम्मान मंच के माध्यम से किया गया। <box>956 1888 1148 2263</box>
left-column-divider <box>320 93 321 2349</box>
liquor-photo-art <box>35 698 308 826</box>
bike-netta-divider <box>968 718 969 1218</box>
pilgrimage-column-1: कटेली। सारंगढ़ अंतर्गत ग्राम कटेली से मनकामनेश्वर शिव मंदिर भीखमपाली ओडिशा रवाना हुआ है। बुजुर्ग व युवा के लिए, निशुल्क यात्रा एवं निशुल्क भोजन व्यवस्था मनकामनेश्वर मंदिर में समाज सेवी महेशराम साहू कटेली के द्वारा आयोजन रखा गया है। सुबह विधायक उत्तरी गनपत जांगड़े ने पूजा कर शुभारम्भ करके यात्रियों को हरी झंडी दिखाकर रवाना किया। इस अवसर उपस्थित जनपद सदस्य नोनी बाई रामायण सिंह सिदार,गुरवारी साहू, सरपंच कटेली,टिकी मेघनाथ चंद्रा सरपंच कोतमरा,बोधराम साहू मंत्री अध्यक्ष, उत्तम सिंह सभापति जपं सारंगढ़, जगदीश पटेल, खिलेश्वरी <box>326 1469 541 1754</box>
